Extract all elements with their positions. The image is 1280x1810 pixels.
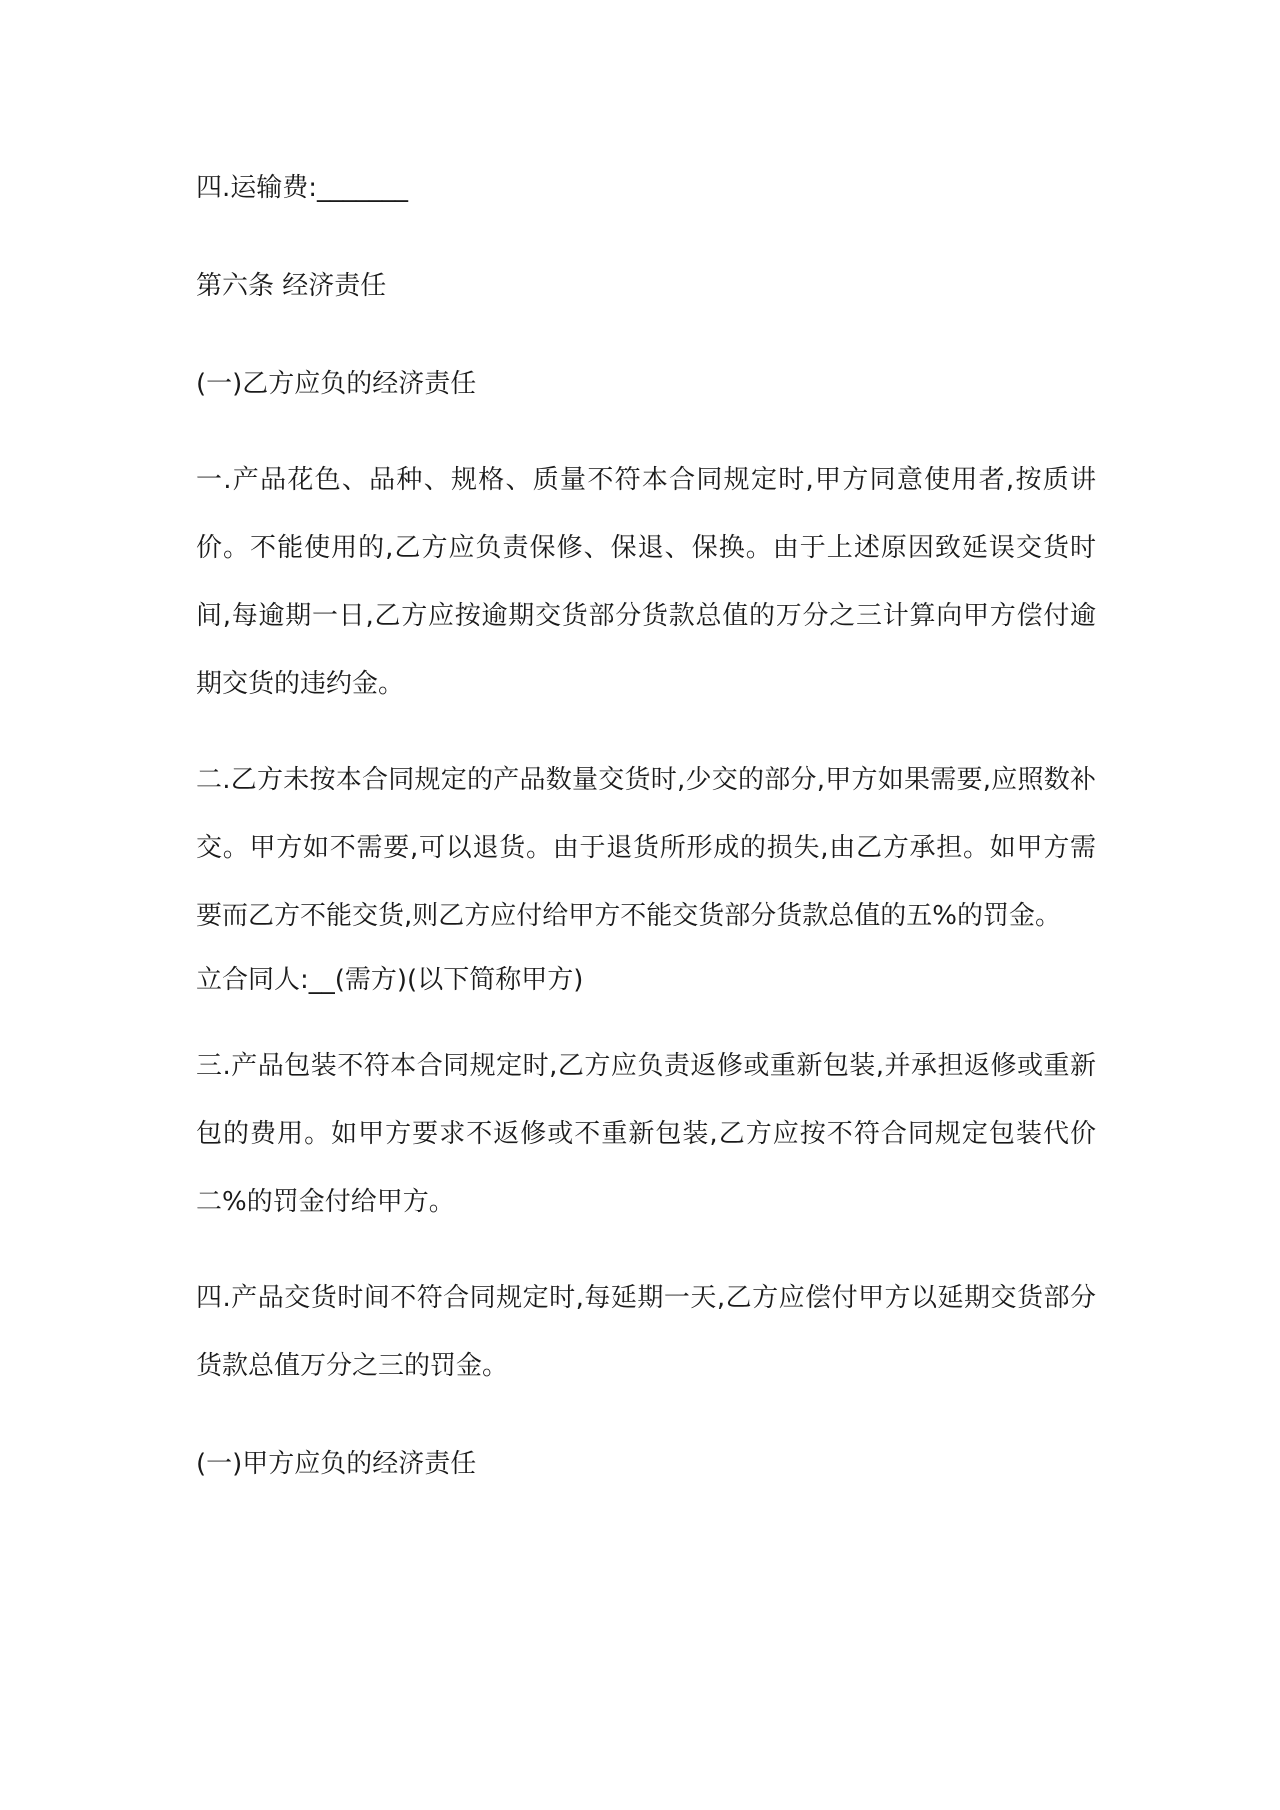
transport-fee-line: 四.运输费:_______ [196, 173, 409, 203]
clause-three-paragraph: 三.产品包装不符本合同规定时,乙方应负责返修或重新包装,并承担返修或重新包的费用。如甲方要求不返修或不重新包装,乙方应按不符合同规定包装代价二%的罚金付给甲方。 [196, 1051, 1096, 1217]
clause-two-paragraph: 二.乙方未按本合同规定的产品数量交货时,少交的部分,甲方如果需要,应照数补交。甲方如不需要,可以退货。由于退货所形成的损失,由乙方承担。如甲方需要而乙方不能交货,则乙方应付给甲方不能交货部分货款总值的五%的罚金。 [196, 765, 1096, 931]
clause-four-paragraph: 四.产品交货时间不符合同规定时,每延期一天,乙方应偿付甲方以延期交货部分货款总值万分之三的罚金。 [196, 1283, 1096, 1381]
document-page [196, 170, 1096, 1482]
contractor-line: 立合同人:__(需方)(以下简称甲方) [196, 965, 584, 995]
clause-one-paragraph: 一.产品花色、品种、规格、质量不符本合同规定时,甲方同意使用者,按质讲价。不能使用的,乙方应负责保修、保退、保换。由于上述原因致延误交货时间,每逾期一日,乙方应按逾期交货部分货款总值的万分之三计算向甲方偿付逾期交货的违约金。 [196, 465, 1097, 699]
party-b-liability-heading: (一)乙方应负的经济责任 [196, 369, 477, 399]
article-six-heading: 第六条 经济责任 [196, 271, 387, 301]
party-a-liability-heading: (一)甲方应负的经济责任 [196, 1449, 477, 1479]
